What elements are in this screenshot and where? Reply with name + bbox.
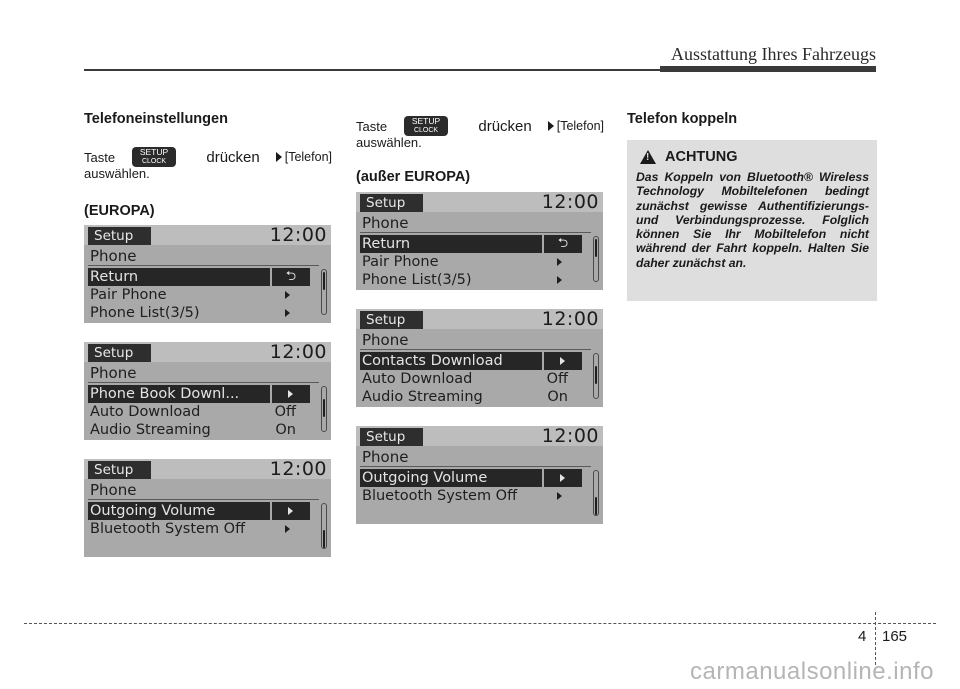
menu-item-label: Auto Download <box>362 371 473 387</box>
chevron-box <box>542 469 582 487</box>
warning-text: Das Koppeln von Bluetooth® Wireless Technology Mobiltelefonen bedingt zunächst gewisse Authentifizierungs- und Verbindungsprozesse. Folglich können Sie Ihr Mobiltelefon nicht während der Fahrt koppeln. Halten Sie daher zunächst an. <box>636 170 869 270</box>
chevron-box <box>542 352 582 370</box>
chevron-right-icon <box>285 291 290 299</box>
menu-item-audio-streaming[interactable] <box>360 388 582 406</box>
menu-item-outgoing-volume[interactable] <box>88 502 310 520</box>
screen-separator <box>88 265 319 266</box>
menu-item-contacts-download[interactable] <box>360 352 582 370</box>
scrollbar[interactable] <box>321 386 327 432</box>
instr-select: auswählen. <box>356 135 422 150</box>
scrollbar[interactable] <box>593 236 599 282</box>
menu-item-auto-download[interactable] <box>360 370 582 388</box>
page-number: 165 <box>882 628 908 645</box>
chevron-right-icon <box>285 309 290 317</box>
chevron-right-icon <box>285 525 290 533</box>
setup-screen <box>84 342 331 440</box>
scroll-thumb[interactable] <box>595 497 597 515</box>
instr-druecken: drücken <box>206 148 260 166</box>
screen-separator <box>360 349 591 350</box>
menu-item-audio-streaming[interactable] <box>88 421 310 439</box>
instr-select: auswählen. <box>84 166 150 181</box>
menu-item-label: Outgoing Volume <box>90 503 216 519</box>
menu-item-label: Bluetooth System Off <box>362 488 518 504</box>
screen-title: Phone <box>90 364 137 382</box>
footer-dashed-rule <box>24 623 936 624</box>
chevron-right-icon <box>288 507 293 515</box>
back-icon: ⮌ <box>270 268 310 286</box>
menu-item-value: Off <box>274 404 296 420</box>
setup-clock-button-icon <box>404 116 448 136</box>
scroll-thumb[interactable] <box>323 399 325 417</box>
header-tab-bar <box>660 66 876 72</box>
menu-item-label: Phone List(3/5) <box>362 272 472 288</box>
setup-screen <box>356 309 603 407</box>
chapter-number: 4 <box>858 628 867 645</box>
scroll-thumb[interactable] <box>323 530 325 548</box>
clock-label: CLOCK <box>413 127 439 134</box>
setup-screen <box>356 192 603 290</box>
instr-taste: Taste <box>356 118 388 134</box>
instr-taste: Taste <box>84 149 116 165</box>
screen-separator <box>88 499 319 500</box>
screen-clock: 12:00 <box>269 459 327 480</box>
screen-title: Phone <box>362 214 409 232</box>
region-ausser-europa: (außer EUROPA) <box>356 169 471 185</box>
menu-item-label: Pair Phone <box>90 287 167 303</box>
menu-item-pair-phone[interactable] <box>88 286 310 304</box>
menu-item-phone-list[interactable] <box>360 271 582 289</box>
screen-title: Phone <box>362 331 409 349</box>
chevron-right-icon <box>557 258 562 266</box>
menu-item-label: Phone Book Downl... <box>90 386 240 402</box>
clock-label: CLOCK <box>141 158 167 165</box>
instr-target: [Telefon] <box>556 119 604 133</box>
setup-screen <box>84 225 331 323</box>
menu-item-label: Audio Streaming <box>90 422 211 438</box>
scrollbar[interactable] <box>593 470 599 516</box>
screen-setup-tag: Setup <box>360 428 423 446</box>
menu-item-value: On <box>275 422 296 438</box>
arrow-right-icon <box>548 121 554 131</box>
menu-item-label: Return <box>362 236 411 252</box>
screen-setup-tag: Setup <box>88 227 151 245</box>
menu-item-label: Return <box>90 269 139 285</box>
warning-title: ACHTUNG <box>665 149 738 165</box>
screen-separator <box>360 466 591 467</box>
chevron-right-icon <box>560 474 565 482</box>
menu-item-value: On <box>547 389 568 405</box>
menu-item-return[interactable] <box>360 235 582 253</box>
screen-setup-tag: Setup <box>88 461 151 479</box>
instruction-middle <box>356 117 604 150</box>
scrollbar[interactable] <box>321 269 327 315</box>
warning-title-row <box>640 149 738 165</box>
heading-telefon-koppeln: Telefon koppeln <box>627 111 738 127</box>
running-header-title: Ausstattung Ihres Fahrzeugs <box>671 44 876 64</box>
menu-item-label: Phone List(3/5) <box>90 305 200 321</box>
screen-title: Phone <box>90 481 137 499</box>
screen-clock: 12:00 <box>541 309 599 330</box>
menu-item-label: Outgoing Volume <box>362 470 488 486</box>
scrollbar[interactable] <box>321 503 327 549</box>
chevron-right-icon <box>560 357 565 365</box>
scroll-thumb[interactable] <box>323 272 325 290</box>
menu-item-return[interactable] <box>88 268 310 286</box>
menu-item-label: Auto Download <box>90 404 201 420</box>
setup-label: SETUP <box>139 147 169 157</box>
menu-item-phone-book-download[interactable] <box>88 385 310 403</box>
setup-clock-button-icon <box>132 147 176 167</box>
screen-separator <box>360 232 591 233</box>
region-europa: (EUROPA) <box>84 203 155 219</box>
menu-item-label: Contacts Download <box>362 353 503 369</box>
scroll-thumb[interactable] <box>595 239 597 257</box>
menu-item-auto-download[interactable] <box>88 403 310 421</box>
screen-setup-tag: Setup <box>88 344 151 362</box>
watermark: carmanualsonline.info <box>690 658 934 685</box>
screen-clock: 12:00 <box>541 192 599 213</box>
warning-box <box>627 140 877 301</box>
menu-item-value: Off <box>546 371 568 387</box>
chevron-right-icon <box>288 390 293 398</box>
instruction-left <box>84 148 332 181</box>
chevron-right-icon <box>557 276 562 284</box>
menu-item-phone-list[interactable] <box>88 304 310 322</box>
chevron-right-icon <box>557 492 562 500</box>
chevron-box <box>270 385 310 403</box>
menu-item-bluetooth-system-off[interactable] <box>360 487 582 505</box>
arrow-right-icon <box>276 152 282 162</box>
screen-title: Phone <box>362 448 409 466</box>
scroll-thumb[interactable] <box>595 366 597 384</box>
menu-item-bluetooth-system-off[interactable] <box>88 520 310 538</box>
setup-screen <box>84 459 331 557</box>
menu-item-label: Pair Phone <box>362 254 439 270</box>
setup-screen <box>356 426 603 524</box>
heading-telefoneinstellungen: Telefoneinstellungen <box>84 111 228 127</box>
menu-item-outgoing-volume[interactable] <box>360 469 582 487</box>
scrollbar[interactable] <box>593 353 599 399</box>
screen-title: Phone <box>90 247 137 265</box>
screen-separator <box>88 382 319 383</box>
setup-label: SETUP <box>411 116 441 126</box>
instr-druecken: drücken <box>478 117 532 135</box>
instr-target: [Telefon] <box>284 150 332 164</box>
menu-item-label: Audio Streaming <box>362 389 483 405</box>
screen-clock: 12:00 <box>269 225 327 246</box>
screen-setup-tag: Setup <box>360 194 423 212</box>
screen-clock: 12:00 <box>541 426 599 447</box>
screen-setup-tag: Setup <box>360 311 423 329</box>
back-icon: ⮌ <box>542 235 582 253</box>
screen-clock: 12:00 <box>269 342 327 363</box>
chevron-box <box>270 502 310 520</box>
menu-item-pair-phone[interactable] <box>360 253 582 271</box>
menu-item-label: Bluetooth System Off <box>90 521 246 537</box>
warning-triangle-icon <box>640 150 656 164</box>
